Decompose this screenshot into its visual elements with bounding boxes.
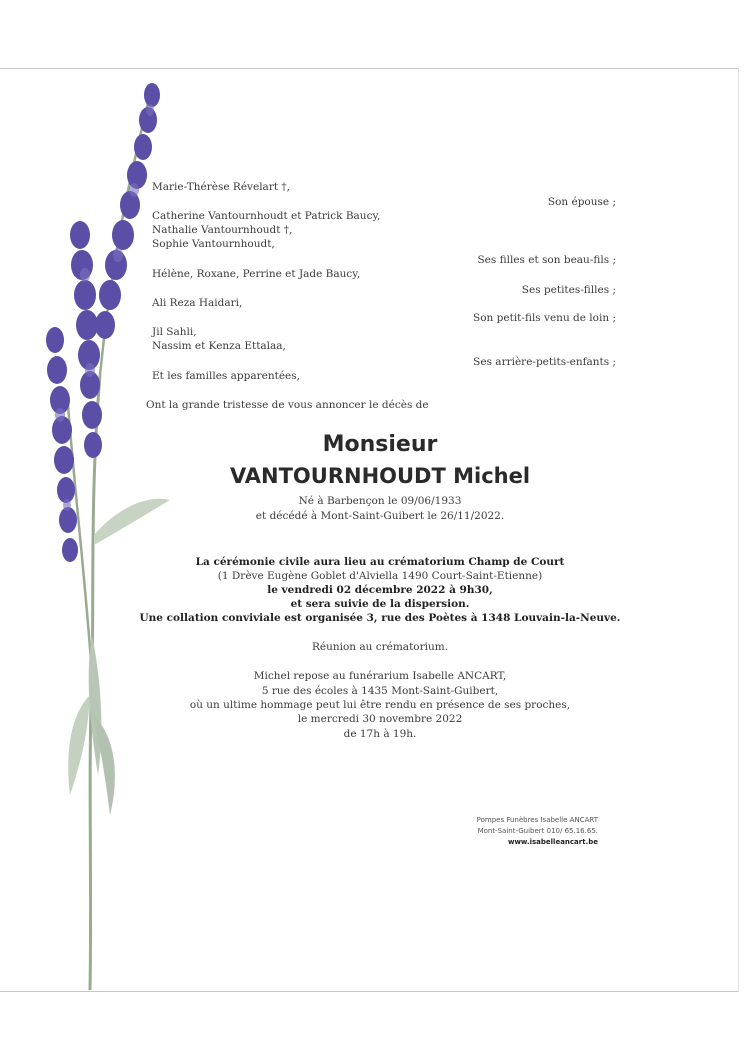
ceremony-date: le vendredi 02 décembre 2022 à 9h30,: [267, 584, 493, 596]
great-grandchildren-role: Ses arrière-petits-enfants ;: [473, 356, 616, 368]
deceased-title: Monsieur: [322, 432, 438, 457]
spouse-role: Son épouse ;: [547, 196, 616, 208]
funeral-home-phone: Mont-Saint-Guibert 010/ 65.16.65.: [477, 827, 598, 835]
birth-info: Né à Barbençon le 09/06/1933: [298, 495, 462, 507]
funeral-home-name: Pompes Funèbres Isabelle ANCART: [476, 816, 598, 824]
spouse-name: Marie-Thérèse Révelart †,: [152, 181, 290, 193]
ceremony-dispersion: et sera suivie de la dispersion.: [290, 598, 470, 610]
great-grandchild-1: Jil Sahli,: [152, 326, 197, 338]
funeral-home-website: www.isabelleancart.be: [507, 838, 598, 846]
visitation-line-1: Michel repose au funérarium Isabelle ANCART,: [253, 670, 507, 682]
daughter-2: Nathalie Vantournhoudt †,: [152, 224, 293, 236]
announcement: Ont la grande tristesse de vous annoncer le décès de: [146, 399, 429, 411]
visitation-date: le mercredi 30 novembre 2022: [297, 713, 463, 725]
grandson-role: Son petit-fils venu de loin ;: [473, 312, 616, 324]
granddaughters-role: Ses petites-filles ;: [521, 284, 616, 296]
granddaughters: Hélène, Roxane, Perrine et Jade Baucy,: [152, 268, 361, 280]
collation-info: Une collation conviviale est organisée 3, rue des Poètes à 1348 Louvain-la-Neuve.: [139, 612, 621, 624]
great-grandchild-2: Nassim et Kenza Ettalaa,: [152, 340, 286, 352]
deceased-name: VANTOURNHOUDT Michel: [229, 464, 531, 488]
grandson: Ali Reza Haidari,: [152, 297, 243, 309]
visitation-hours: de 17h à 19h.: [343, 728, 417, 740]
ceremony-address: (1 Drève Eugène Goblet d'Alviella 1490 Court-Saint-Etienne): [217, 570, 543, 582]
daughter-1: Catherine Vantournhoudt et Patrick Baucy,: [152, 210, 381, 222]
daughter-3: Sophie Vantournhoudt,: [152, 238, 275, 250]
ceremony-line-1: La cérémonie civile aura lieu au crématorium Champ de Court: [195, 556, 565, 568]
reunion-info: Réunion au crématorium.: [311, 641, 449, 653]
visitation-line-3: où un ultime hommage peut lui être rendu en présence de ses proches,: [189, 699, 571, 711]
visitation-line-2: 5 rue des écoles à 1435 Mont-Saint-Guibert,: [261, 685, 499, 697]
relatives: Et les familles apparentées,: [152, 370, 300, 382]
daughters-role: Ses filles et son beau-fils ;: [477, 254, 616, 266]
death-info: et décédé à Mont-Saint-Guibert le 26/11/2022.: [255, 510, 505, 522]
